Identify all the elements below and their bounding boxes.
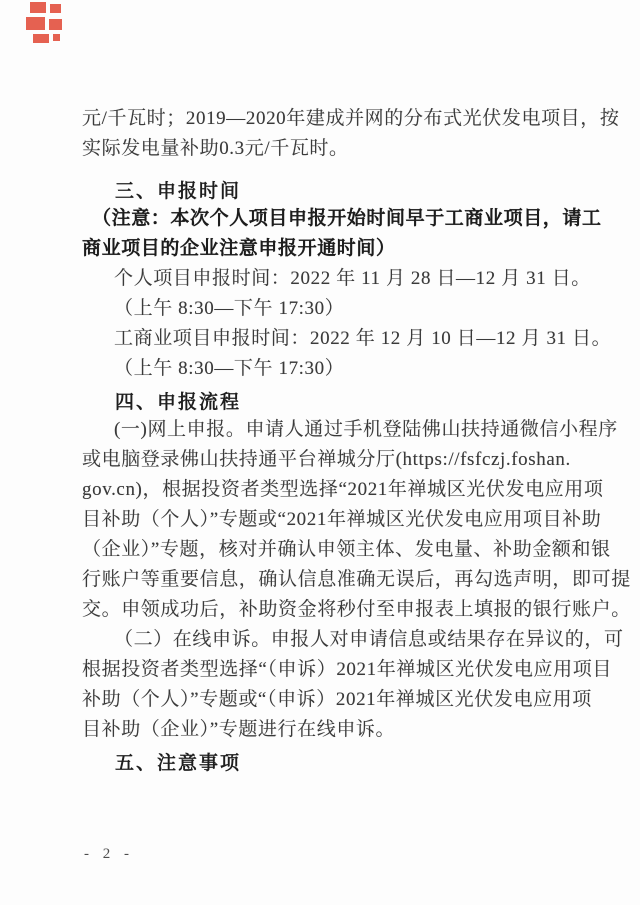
doc-line: 元/千瓦时；2019—2020年建成并网的分布式光伏发电项目，按 [82,108,620,129]
doc-line: (一)网上申报。申请人通过手机登陆佛山扶持通微信小程序 [114,419,618,440]
doc-line: （企业）”专题，核对并确认申领主体、发电量、补助金额和银 [82,539,611,560]
doc-line: 根据投资者类型选择“（申诉）2021年禅城区光伏发电应用项目 [82,659,612,680]
section-heading-5: 五、注意事项 [115,752,242,774]
doc-line: 行账户等重要信息，确认信息准确无误后，再勾选声明，即可提 [82,569,631,590]
section-heading-4: 四、申报流程 [115,391,242,413]
doc-note-line: 商业项目的企业注意申报开通时间） [82,238,396,259]
doc-note-line: （注意：本次个人项目申报开始时间早于工商业项目，请工 [92,208,602,229]
doc-line: （二）在线申诉。申报人对申请信息或结果存在异议的，可 [114,629,624,650]
section-heading-3: 三、申报时间 [115,180,242,202]
red-stamp-fragment-icon [24,0,70,50]
doc-line: （上午 8:30—下午 17:30） [114,298,345,319]
page-number: - 2 - [84,846,134,862]
doc-line: 或电脑登录佛山扶持通平台禅城分厅(https://fsfczj.foshan. [82,449,571,470]
document-text-block [82,104,631,778]
doc-line: 目补助（个人）”专题或“2021年禅城区光伏发电应用项目补助 [82,509,602,530]
doc-line: 目补助（企业）”专题进行在线申诉。 [82,719,396,740]
doc-line: 补助（个人）”专题或“（申诉）2021年禅城区光伏发电应用项 [82,689,592,710]
doc-line: 交。申领成功后，补助资金将秒付至申报表上填报的银行账户。 [82,599,631,620]
doc-line: （上午 8:30—下午 17:30） [114,358,345,379]
doc-line: 工商业项目申报时间：2022 年 12 月 10 日—12 月 31 日。 [114,328,612,349]
doc-line: 实际发电量补助0.3元/千瓦时。 [82,138,349,159]
doc-line: gov.cn)，根据投资者类型选择“2021年禅城区光伏发电应用项 [82,479,604,500]
doc-line: 个人项目申报时间：2022 年 11 月 28 日—12 月 31 日。 [114,268,591,289]
